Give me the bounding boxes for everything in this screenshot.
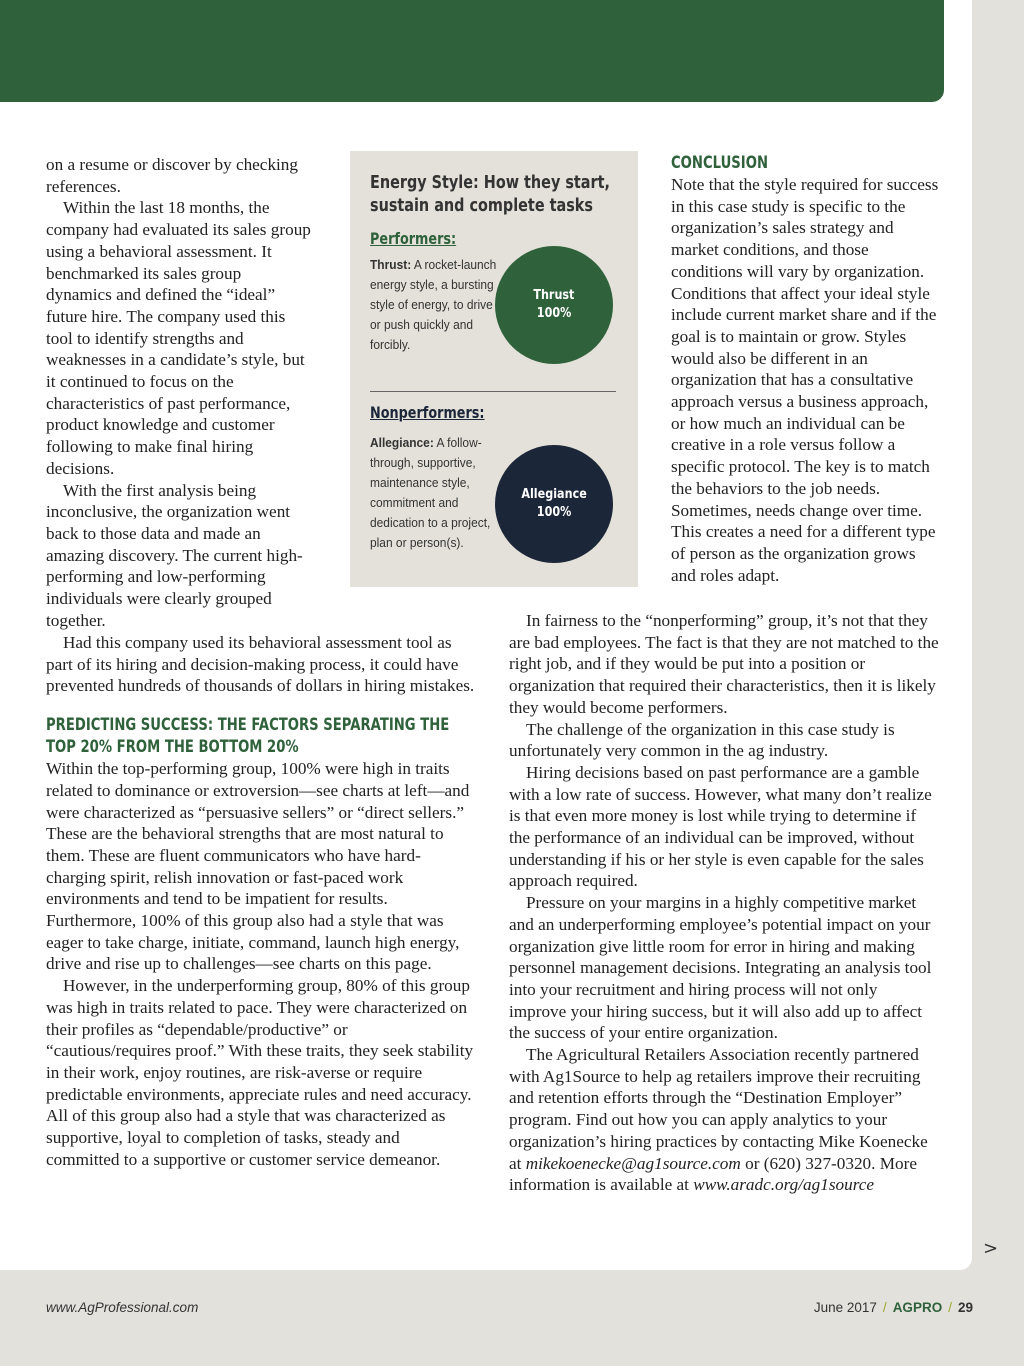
left-column-bottom — [46, 632, 476, 1170]
conclusion-heading: CONCLUSION — [671, 153, 768, 172]
header-band — [0, 0, 944, 102]
thrust-description — [370, 255, 506, 355]
thrust-circle-value: 100% — [536, 306, 572, 321]
thrust-desc: A rocket-launch energy style, a bursting style of energy, to drive or push quickly and forcibly. — [370, 257, 497, 352]
nonperformers-heading: Nonperformers: — [370, 403, 485, 422]
contact-email[interactable]: mikekoenecke@ag1source.com — [525, 1153, 741, 1173]
body-paragraph: The challenge of the organization in this case study is unfortunately very common in the ag industry. — [509, 719, 895, 761]
thrust-circle — [495, 246, 613, 364]
section-heading: PREDICTING SUCCESS: THE FACTORS SEPARATING THE TOP 20% FROM THE BOTTOM 20% — [46, 715, 450, 757]
allegiance-circle — [495, 445, 613, 563]
performers-heading: Performers: — [370, 229, 457, 248]
thrust-circle-label: Thrust — [533, 288, 575, 303]
footer-folio — [814, 1300, 973, 1315]
allegiance-circle-label: Allegiance — [521, 487, 587, 502]
next-page-arrow[interactable]: > — [983, 1238, 999, 1259]
allegiance-circle-value: 100% — [536, 505, 572, 520]
page-number: 29 — [957, 1300, 973, 1315]
footer-brand: AGPRO — [892, 1300, 943, 1315]
phone-text: or (620) 327-0320. More information is available at — [509, 1153, 917, 1195]
body-paragraph — [509, 1044, 939, 1196]
body-paragraph: With the first analysis being inconclusive, the organization went back to those data and made an amazing discovery. The current high-performing and low-performing individuals were clearly grouped together. — [46, 480, 303, 630]
left-column-top — [46, 154, 311, 631]
right-column-bottom — [509, 610, 939, 1196]
body-paragraph: Within the top-performing group, 100% were high in traits related to dominance or extroversion—see charts at left—and were characterized as “persuasive sellers” or “direct sellers.” These are the behavioral strengths that are most natural to them. These are fluent communicators who have hard-charging spirit, relish innovation or fast-paced work environments and tend to be impatient for results. Furthermore, 100% of this group also had a style that was eager to take charge, initiate, command, launch high energy, drive and rise up to challenges—see charts on this page. — [46, 759, 470, 974]
body-paragraph: In fairness to the “nonperforming” group, it’s not that they are bad employees. The fact is that they are not matched to the right job, and if they would be put into a position or organization that required their characteristics, then it is likely they would become performers. — [509, 611, 939, 717]
body-paragraph: Pressure on your margins in a highly competitive market and an underperforming employee’s potential impact on your organization give little room for error in hiring and making personnel management decisions. Integrating an analysis tool into your recruitment and hiring process will not only improve your hiring success, but it will also add up to affect the success of your entire organization. — [509, 893, 932, 1043]
divider — [370, 391, 616, 392]
footer-separator: / — [948, 1300, 952, 1315]
footer-date: June 2017 — [813, 1300, 877, 1315]
footer-separator: / — [882, 1300, 887, 1315]
info-url[interactable]: www.aradc.org/ag1source — [693, 1175, 875, 1195]
body-paragraph: Note that the style required for success in this case study is specific to the organization’s sales strategy and market conditions, and those conditions will vary by organization. Conditions that affect your ideal style include current market share and if the goal is to maintain or grow. Styles would also be different in an organization that has a consultative approach versus a business approach, or how much an individual can be creative in a role versus follow a specific protocol. The key is to match the behaviors to the job needs. Sometimes, needs change over time. This creates a need for a different type of person as the organization grows and roles adapt. — [671, 175, 939, 585]
ara-text: The Agricultural Retailers Association recently partnered with Ag1Source to help ag retailers improve their recruiting and retention efforts through the “Destination Employer” program. Find out how you can apply analytics to your organization’s hiring practices by contacting Mike Koenecke at — [509, 1045, 928, 1173]
body-paragraph: Hiring decisions based on past performance are a gamble with a low rate of success. However, what many don’t realize is that even more money is lost while trying to determine if the performance of an individual can be improved, without understanding if his or her style is even capable for the sales approach required. — [509, 762, 932, 891]
energy-style-sidebar — [350, 151, 638, 587]
body-paragraph: on a resume or discover by checking references. — [46, 155, 298, 196]
allegiance-description — [370, 433, 506, 553]
body-paragraph: Within the last 18 months, the company had evaluated its sales group using a behavioral assessment. It benchmarked its sales group dynamics and defined the “ideal” future hire. The company used this tool to identify strengths and weaknesses in a candidate’s style, but it continued to focus on the characteristics of past performance, product knowledge and customer following to make final hiring decisions. — [46, 198, 311, 478]
body-paragraph: However, in the underperforming group, 80% of this group was high in traits related to pace. They were characterized on their profiles as “dependable/productive” or “cautious/requires proof.” With these traits, they seek stability in their work, enjoy routines, are risk-averse or require predictable environments, appreciate rules and need accuracy. All of this group also had a style that was characterized as supportive, loyal to completion of tasks, steady and committed to a supportive or customer service demeanor. — [46, 976, 474, 1169]
allegiance-term: Allegiance: — [370, 435, 434, 450]
right-column-top — [671, 152, 939, 586]
thrust-term: Thrust: — [370, 257, 412, 272]
footer-website: www.AgProfessional.com — [46, 1300, 199, 1315]
body-paragraph: Had this company used its behavioral assessment tool as part of its hiring and decision-making process, it could have prevented hundreds of thousands of dollars in hiring mistakes. — [46, 633, 475, 696]
allegiance-desc: A follow-through, supportive, maintenance style, commitment and dedication to a project, plan or person(s). — [370, 435, 491, 550]
sidebar-title: Energy Style: How they start, sustain and complete tasks — [370, 172, 610, 216]
